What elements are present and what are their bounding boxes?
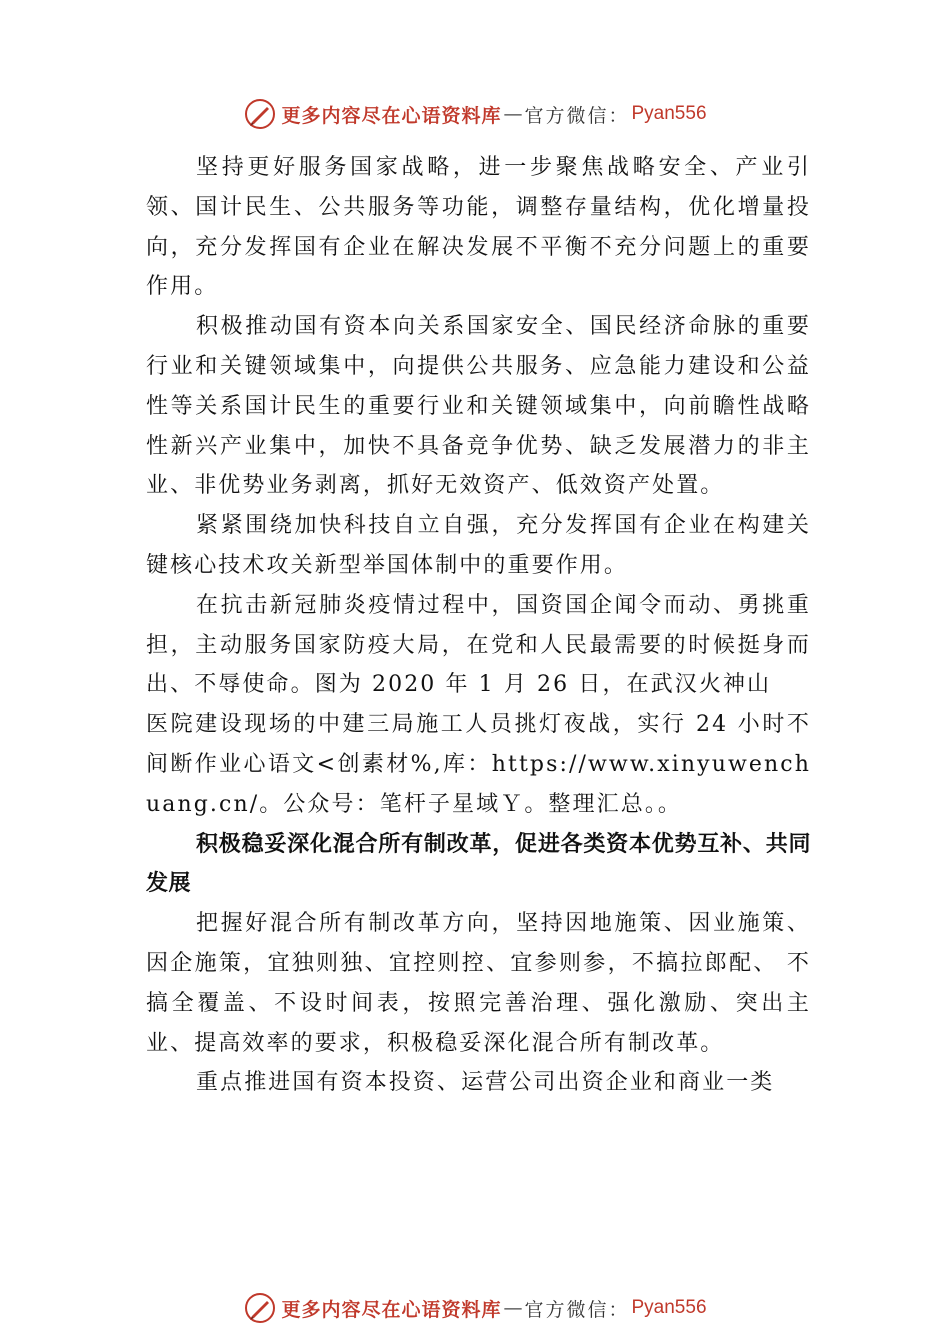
banner-site-text: 更多内容尽在心语资料库 xyxy=(281,104,502,127)
banner-site-text: 更多内容尽在心语资料库 xyxy=(281,1298,502,1321)
banner-dash: — xyxy=(503,103,523,125)
paragraph-4a: 在抗击新冠肺炎疫情过程中，国资国企闻令而动、勇挑重担，主动服务国家防疫大局，在党和人民最需要的时候挺身而出、不辱使命。图为 2020 年 1 月 26 日，在武汉火神山 xyxy=(146,592,811,698)
banner-wechat-handle: Pyan556 xyxy=(631,1297,707,1318)
banner-wechat-handle: Pyan556 xyxy=(631,103,707,124)
paragraph-2: 积极推动国有资本向关系国家安全、国民经济命脉的重要行业和关键领域集中，向提供公共服务、应急能力建设和公益性等关系国计民生的重要行业和关键领域集中，向前瞻性战略性新兴产业集中，加快不具备竞争优势、缺乏发展潜力的非主业、非优势业务剥离，抓好无效资产、低效资产处置。 xyxy=(146,314,811,499)
header-banner xyxy=(0,96,950,132)
banner-dash: — xyxy=(503,1297,523,1319)
section-heading: 积极稳妥深化混合所有制改革，促进各类资本优势互补、共同发展 xyxy=(146,831,811,897)
pen-logo-icon xyxy=(243,1291,277,1325)
banner-wechat-label: 官方微信： xyxy=(524,104,630,127)
paragraph-6: 重点推进国有资本投资、运营公司出资企业和商业一类 xyxy=(196,1070,775,1096)
pen-logo-icon xyxy=(243,97,277,131)
document-body xyxy=(146,148,811,1103)
paragraph-1: 坚持更好服务国家战略，进一步聚焦战略安全、产业引领、国计民生、公共服务等功能，调整存量结构，优化增量投向，充分发挥国有企业在解决发展不平衡不充分问题上的重要作用。 xyxy=(146,155,811,300)
paragraph-3: 紧紧围绕加快科技自立自强，充分发挥国有企业在构建关键核心技术攻关新型举国体制中的重要作用。 xyxy=(146,513,811,578)
paragraph-5: 把握好混合所有制改革方向，坚持因地施策、因业施策、因企施策，宜独则独、宜控则控、宜参则参，不搞拉郎配、 不搞全覆盖、不设时间表，按照完善治理、强化激励、突出主业、提高效率的要求，积极稳妥深化混合所有制改革。 xyxy=(146,911,811,1056)
paragraph-4b: 医院建设现场的中建三局施工人员挑灯夜战，实行 24 小时不间断作业心语文<创素材%,库：https://www.xinyuwenchuang.cn/。公众号：笔杆子星域Ｙ。整理汇总。。 xyxy=(146,712,811,817)
banner-wechat-label: 官方微信： xyxy=(524,1298,630,1321)
footer-banner xyxy=(0,1290,950,1326)
